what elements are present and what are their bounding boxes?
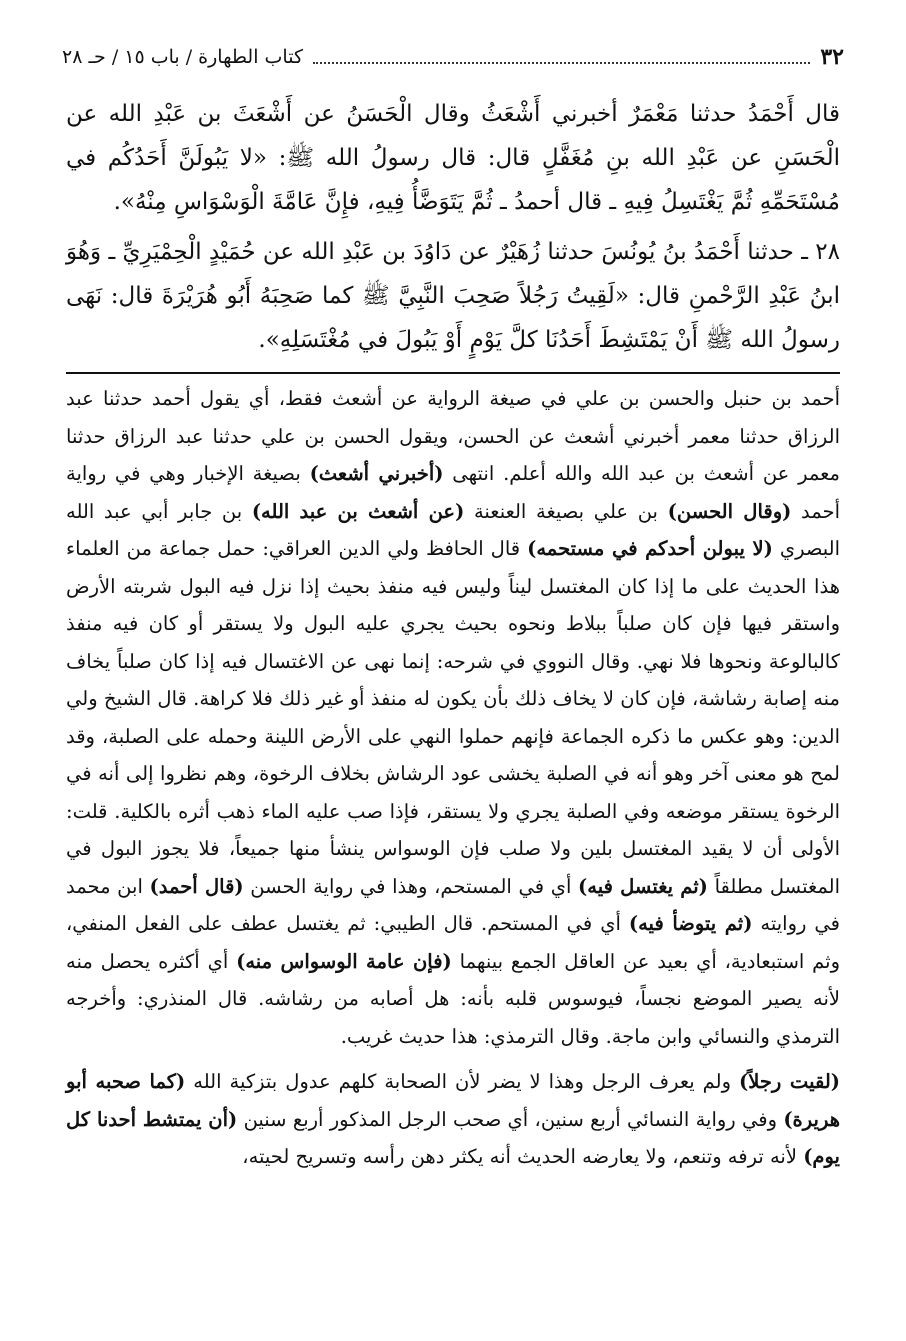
commentary-paragraph — [66, 380, 840, 1055]
commentary-text — [66, 380, 840, 1176]
hadith-paragraph-28: ٢٨ ـ حدثنا أَحْمَدُ بنُ يُونُسَ حدثنا زُهَيْرٌ عن دَاوُدَ بن عَبْدِ الله عن حُمَيْدٍ الْحِمْيَرِيِّ ـ وَهُوَ ابنُ عَبْدِ الرَّحْمنِ قال: «لَقِيتُ رَجُلاً صَحِبَ النَّبِيَّ ﷺ كما صَحِبَهُ أَبُو هُرَيْرَةَ قال: نَهَى رسولُ الله ﷺ أَنْ يَمْتَشِطَ أَحَدُنَا كلَّ يَوْمٍ أَوْ يَبُولَ في مُغْتَسَلِهِ». — [66, 239, 840, 353]
commentary-segment: أي في المستحم. قال الطيبي: ثم يغتسل عطف على الفعل المنفي، وثم استبعادية، أي بعيد عن العاقل الجمع بينهما — [66, 912, 840, 973]
quoted-phrase: (وقال الحسن) — [667, 499, 792, 523]
quoted-phrase: (قال أحمد) — [149, 874, 244, 898]
quoted-phrase: (كما صحبه أبو هريرة) — [66, 1070, 840, 1131]
footnote-divider — [66, 372, 840, 374]
commentary-segment: أحمد بن حنبل والحسن بن علي في صيغة الرواية عن أشعث فقط، أي يقول أحمد حدثنا عبد الرزاق حدثنا معمر أخبرني أشعث عن الحسن، ويقول الحسن بن علي حدثنا عبد الرزاق حدثنا معمر عن أشعث بن عبد الله والله أعلم. انتهى — [66, 387, 840, 485]
header-dots — [313, 50, 810, 64]
page-number: ٣٢ — [820, 44, 844, 70]
page-header — [62, 40, 844, 74]
running-title: كتاب الطهارة / باب ١٥ / حـ ٢٨ — [62, 46, 303, 68]
commentary-segment: لأنه ترفه وتنعم، ولا يعارضه الحديث أنه يكثر دهن رأسه وتسريح لحيته، — [242, 1145, 804, 1168]
quoted-phrase: (أن يمتشط أحدنا كل يوم) — [66, 1107, 840, 1168]
commentary-segment: ولم يعرف الرجل وهذا لا يضر لأن الصحابة كلهم عدول بتزكية الله — [185, 1070, 740, 1093]
commentary-segment: بن جابر أبي عبد الله البصري — [66, 499, 841, 560]
commentary-segment: قال الحافظ ولي الدين العراقي: حمل جماعة من العلماء هذا الحديث على ما إذا كان المغتسل ليناً وليس فيه منفذ بحيث إذا نزل فيه البول شربته الأرض واستقر فيها فإن كان صلباً ببلاط ونحوه بحيث يجري عليه البول ولا يستقر أو كان فيه منفذ كالبالوعة ونحوها فلا نهي. وقال النووي في شرحه: إنما نهى عن الاغتسال فيه إذا كان صلباً يخاف منه إصابة رشاشة، فإن كان لا يخاف ذلك بأن يكون له منفذ أو غير ذلك فلا كراهة. قال الشيخ ولي الدين: وهو عكس ما ذكره الجماعة فإنهم حملوا النهي على الأرض اللينة وحمله على الصلبة، وقد لمح هو معنى آخر وهو أنه في الصلبة يخشى عود الرشاش بخلاف الرخوة، وهم نظروا إلى أنه في الرخوة يستقر موضعه وفي الصلبة يجري ولا يستقر، فإذا صب عليه الماء ذهب أثره بالكلية. قلت: الأولى أن لا يقيد المغتسل بلين ولا صلب فإن الوسواس ينشأ منها جميعاً، فلا يجوز البول في المغتسل مطلقاً — [66, 537, 840, 898]
hadith-text — [66, 92, 840, 362]
commentary-segment: أي أكثره يحصل منه لأنه يصير الموضع نجساً، فيوسوس قلبه بأنه: هل أصابه من رشاشه. قال المنذري: وأخرجه الترمذي والنسائي وابن ماجة. وقال الترمذي: هذا حديث غريب. — [66, 949, 840, 1048]
quoted-phrase: (لقيت رجلاً) — [739, 1070, 840, 1093]
quoted-phrase: (عن أشعث بن عبد الله) — [251, 499, 465, 523]
quoted-phrase: (ثم يغتسل فيه) — [578, 874, 708, 898]
quoted-phrase: (أخبرني أشعث) — [309, 462, 444, 485]
quoted-phrase: (ثم يتوضأ فيه) — [628, 912, 753, 935]
commentary-segment: بصيغة الإخبار وهي في رواية أحمد — [66, 462, 840, 523]
commentary-segment: بن علي بصيغة العنعنة — [464, 499, 668, 523]
quoted-phrase: (فإن عامة الوسواس منه) — [236, 949, 452, 973]
quoted-phrase: (لا يبولن أحدكم في مستحمه) — [527, 537, 773, 560]
commentary-segment: أي في المستحم، وهذا في رواية الحسن — [243, 874, 579, 898]
hadith-paragraph-27: قال أَحْمَدُ حدثنا مَعْمَرٌ أخبرني أَشْعَثُ وقال الْحَسَنُ عن أَشْعَثَ بن عَبْدِ الله عن الْحَسَنِ عن عَبْدِ الله بنِ مُغَفَّلٍ قال: قال رسولُ الله ﷺ: «لا يَبُولَنَّ أَحَدُكُم في مُسْتَحَمِّهِ ثُمَّ يَغْتَسِلُ فِيهِ ـ قال أحمدُ ـ ثُمَّ يَتَوَضَّأُ فِيهِ، فإِنَّ عَامَّةَ الْوَسْوَاسِ مِنْهُ». — [66, 101, 840, 215]
commentary-segment: ابن محمد في روايته — [66, 874, 840, 935]
commentary-segment: وفي رواية النسائي أربع سنين، أي صحب الرجل المذكور أربع سنين — [237, 1107, 784, 1131]
commentary-paragraph — [66, 1063, 840, 1176]
